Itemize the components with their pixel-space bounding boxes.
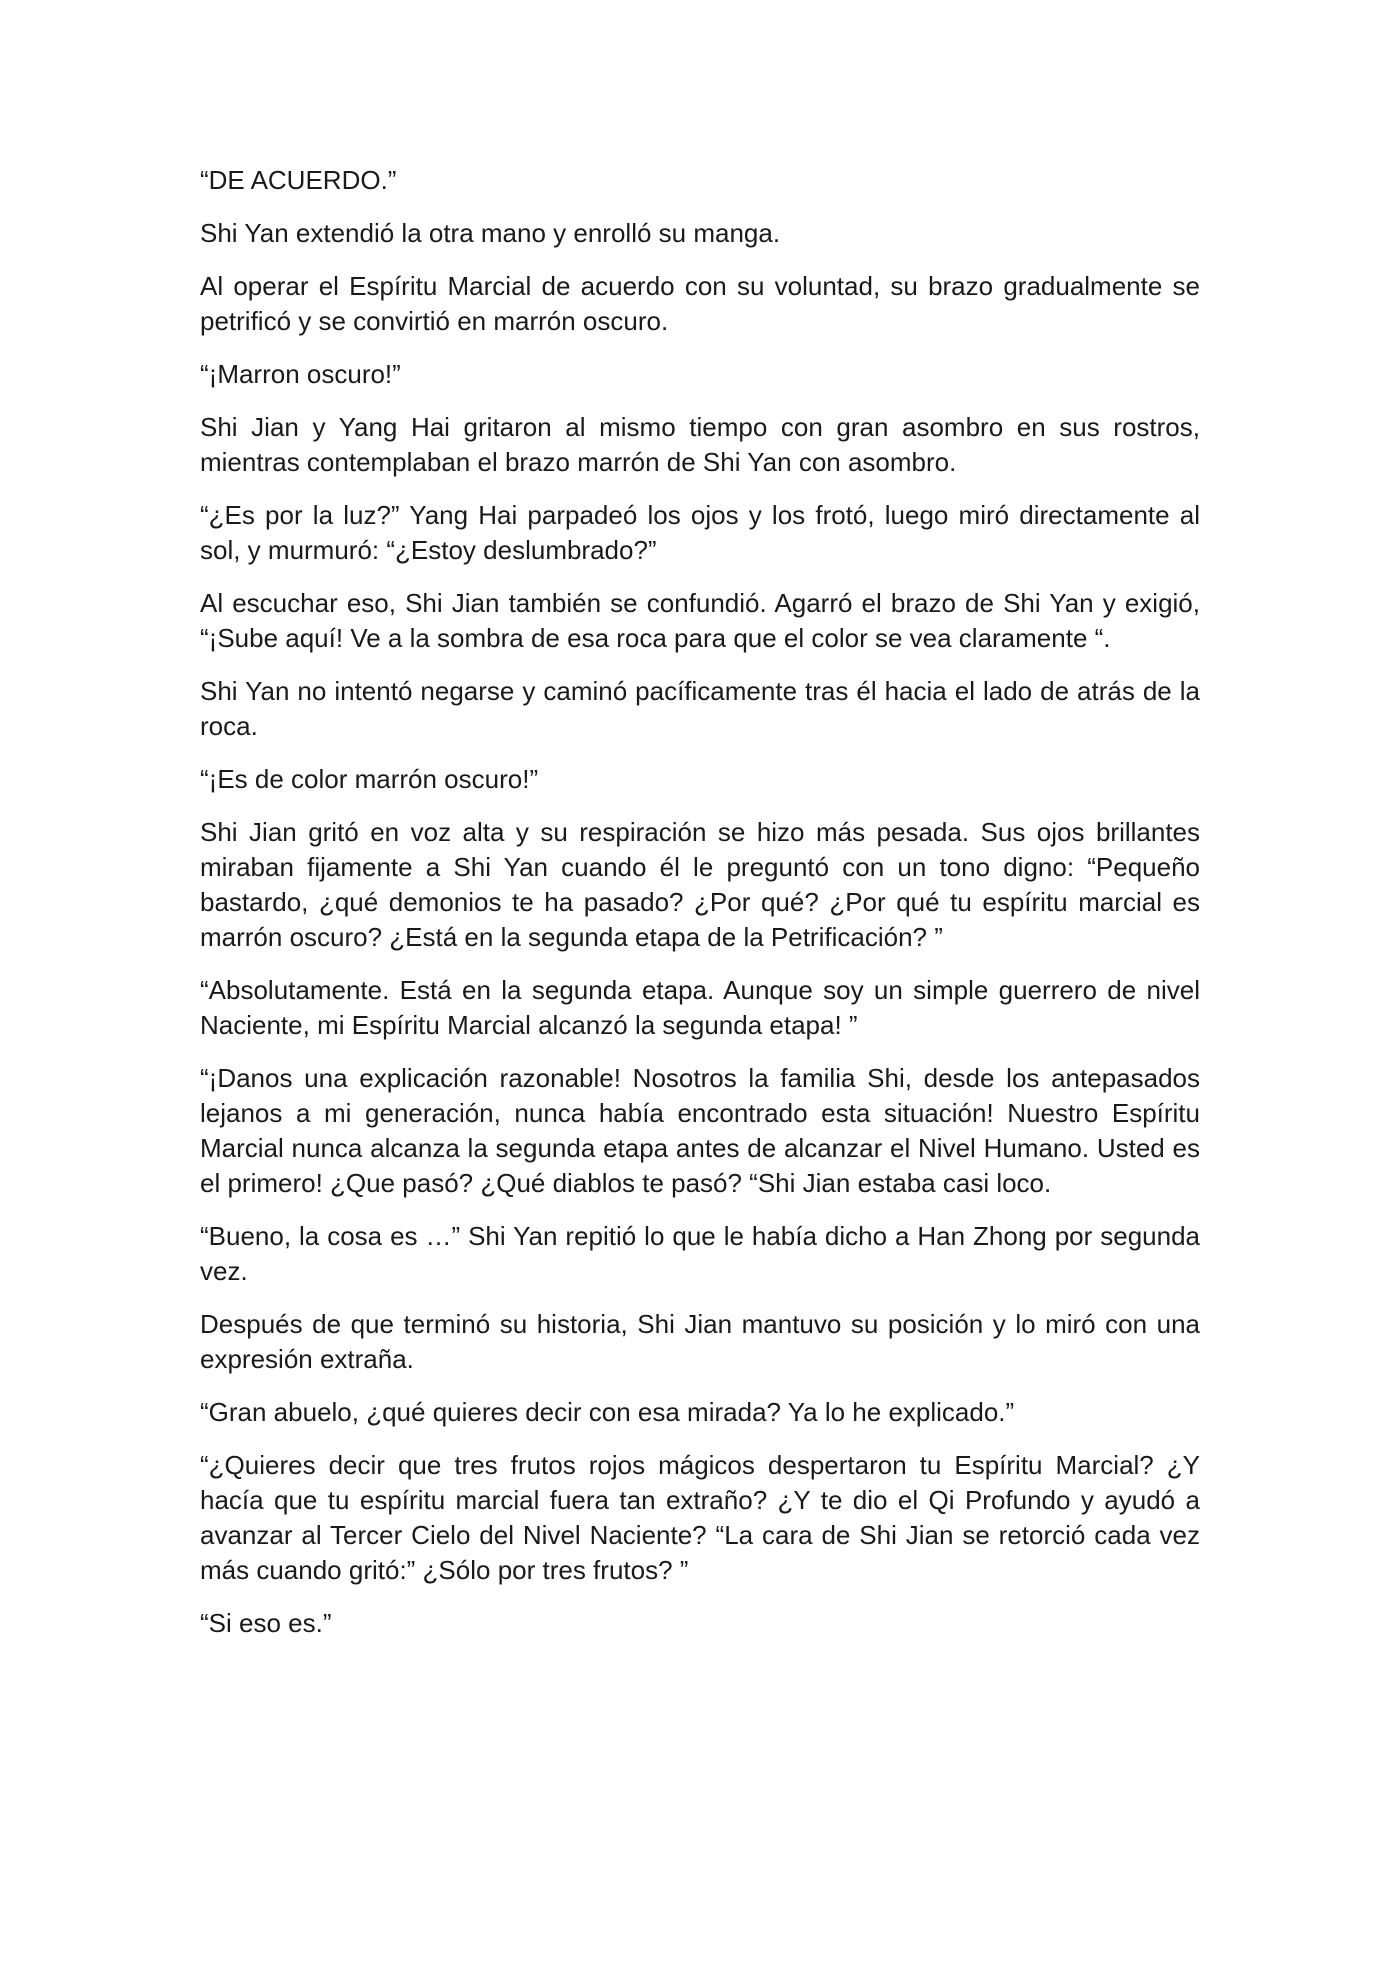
paragraph: Shi Jian gritó en voz alta y su respiración se hizo más pesada. Sus ojos brillantes miraban fijamente a Shi Yan cuando él le preguntó con un tono digno: “Pequeño bastardo, ¿qué demonios te ha pasado? ¿Por qué? ¿Por qué tu espíritu marcial es marrón oscuro? ¿Está en la segunda etapa de la Petrificación? ” (200, 817, 1200, 952)
paragraph: Después de que terminó su historia, Shi Jian mantuvo su posición y lo miró con una expresión extraña. (200, 1309, 1200, 1374)
paragraph: Shi Jian y Yang Hai gritaron al mismo tiempo con gran asombro en sus rostros, mientras contemplaban el brazo marrón de Shi Yan con asombro. (200, 412, 1200, 477)
paragraph: Shi Yan no intentó negarse y caminó pacíficamente tras él hacia el lado de atrás de la roca. (200, 676, 1200, 741)
paragraph: “¡Es de color marrón oscuro!” (200, 764, 539, 794)
paragraph: Al escuchar eso, Shi Jian también se confundió. Agarró el brazo de Shi Yan y exigió, “¡Sube aquí! Ve a la sombra de esa roca para que el color se vea claramente “. (200, 588, 1200, 653)
paragraph: “¡Marron oscuro!” (200, 359, 401, 389)
paragraph: “DE ACUERDO.” (200, 165, 397, 195)
paragraph: “Bueno, la cosa es …” Shi Yan repitió lo que le había dicho a Han Zhong por segunda vez. (200, 1221, 1200, 1286)
document-body (200, 163, 1200, 1659)
paragraph: Al operar el Espíritu Marcial de acuerdo con su voluntad, su brazo gradualmente se petrificó y se convirtió en marrón oscuro. (200, 271, 1200, 336)
paragraph: “¿Es por la luz?” Yang Hai parpadeó los ojos y los frotó, luego miró directamente al sol, y murmuró: “¿Estoy deslumbrado?” (200, 500, 1200, 565)
paragraph: “¡Danos una explicación razonable! Nosotros la familia Shi, desde los antepasados lejanos a mi generación, nunca había encontrado esta situación! Nuestro Espíritu Marcial nunca alcanza la segunda etapa antes de alcanzar el Nivel Humano. Usted es el primero! ¿Que pasó? ¿Qué diablos te pasó? “Shi Jian estaba casi loco. (200, 1063, 1200, 1198)
paragraph: “Gran abuelo, ¿qué quieres decir con esa mirada? Ya lo he explicado.” (200, 1397, 1015, 1427)
paragraph: “Absolutamente. Está en la segunda etapa. Aunque soy un simple guerrero de nivel Naciente, mi Espíritu Marcial alcanzó la segunda etapa! ” (200, 975, 1200, 1040)
paragraph: Shi Yan extendió la otra mano y enrolló su manga. (200, 218, 781, 248)
paragraph: “Si eso es.” (200, 1608, 332, 1638)
paragraph: “¿Quieres decir que tres frutos rojos mágicos despertaron tu Espíritu Marcial? ¿Y hacía que tu espíritu marcial fuera tan extraño? ¿Y te dio el Qi Profundo y ayudó a avanzar al Tercer Cielo del Nivel Naciente? “La cara de Shi Jian se retorció cada vez más cuando gritó:” ¿Sólo por tres frutos? ” (200, 1450, 1200, 1585)
